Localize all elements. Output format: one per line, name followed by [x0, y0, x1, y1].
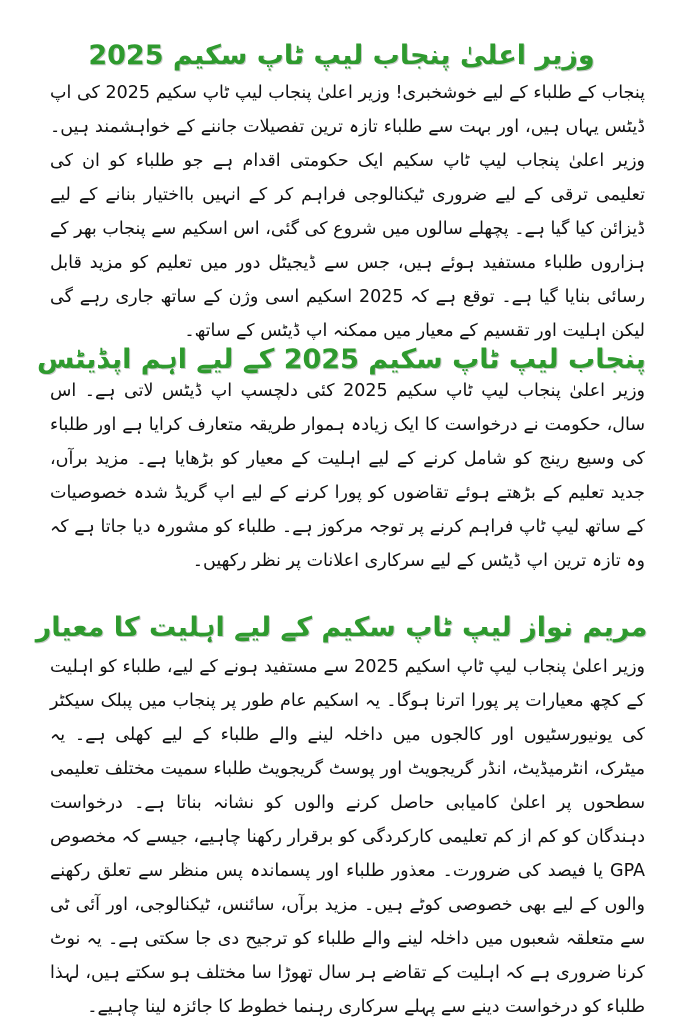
- section-heading-main: وزیر اعلیٰ پنجاب لیپ ٹاپ سکیم 2025: [88, 40, 595, 72]
- section-paragraph-updates: وزیر اعلیٰ پنجاب لیپ ٹاپ سکیم 2025 کئی دلچسپ اپ ڈیٹس لاتی ہے۔ اس سال، حکومت نے درخواست کا ایک زیادہ ہموار طریقہ متعارف کرایا ہے اور طلباء کی وسیع رینج کو شامل کرنے کے لیے اہلیت کے معیار کو بڑھایا ہے۔ مزید برآں، جدید تعلیم کے بڑھتے ہوئے تقاضوں کو پورا کرنے کے لیے اپ گریڈ شدہ خصوصیات کے ساتھ لیپ ٹاپ فراہم کرنے پر توجہ مرکوز ہے۔ طلباء کو مشورہ دیا جاتا ہے کہ وہ تازہ ترین اپ ڈیٹس کے لیے سرکاری اعلانات پر نظر رکھیں۔: [50, 381, 645, 571]
- section-paragraph-eligibility: وزیر اعلیٰ پنجاب لیپ ٹاپ اسکیم 2025 سے مستفید ہونے کے لیے، طلباء کو اہلیت کے کچھ معیارات پر پورا اترنا ہوگا۔ یہ اسکیم عام طور پر پنجاب میں پبلک سیکٹر کی یونیورسٹیوں اور کالجوں میں داخلہ لینے والے طلباء کے لیے کھلی ہے۔ یہ میٹرک، انٹرمیڈیٹ، انڈر گریجویٹ اور پوسٹ گریجویٹ طلباء سمیت مختلف تعلیمی سطحوں پر اعلیٰ کامیابی حاصل کرنے والوں کو نشانہ بناتا ہے۔ درخواست دہندگان کو کم از کم تعلیمی کارکردگی کو برقرار رکھنا چاہیے، جیسے کہ مخصوص GPA یا فیصد کی ضرورت۔ معذور طلباء اور پسماندہ پس منظر سے تعلق رکھنے والوں کے لیے بھی خصوصی کوٹے ہیں۔ مزید برآں، سائنس، ٹیکنالوجی، اور آئی ٹی سے متعلقہ شعبوں میں داخلہ لینے والے طلباء کو ترجیح دی جا سکتی ہے۔ یہ نوٹ کرنا ضروری ہے کہ اہلیت کے تقاضے ہر سال تھوڑا سا مختلف ہو سکتے ہیں، لہذا طلباء کو درخواست دینے سے پہلے سرکاری رہنما خطوط کا جائزہ لینا چاہیے۔: [50, 657, 645, 1017]
- section-heading-eligibility: مریم نواز لیپ ٹاپ سکیم کے لیے اہلیت کا معیار: [35, 612, 648, 644]
- section-heading-updates: پنجاب لیپ ٹاپ سکیم 2025 کے لیے اہم اپڈیٹس: [37, 344, 646, 376]
- section-paragraph-intro: پنجاب کے طلباء کے لیے خوشخبری! وزیر اعلیٰ پنجاب لیپ ٹاپ سکیم 2025 کی اپ ڈیٹس یہاں ہیں، اور بہت سے طلباء تازہ ترین تفصیلات جاننے کے خواہشمند ہیں۔ وزیر اعلیٰ پنجاب لیپ ٹاپ سکیم ایک حکومتی اقدام ہے جو طلباء کو ان کی تعلیمی ترقی کے لیے ضروری ٹیکنالوجی فراہم کر کے انہیں بااختیار بنانے کے لیے ڈیزائن کیا گیا ہے۔ پچھلے سالوں میں شروع کی گئی، اس اسکیم سے پنجاب بھر کے ہزاروں طلباء مستفید ہوئے ہیں، جس سے ڈیجیٹل دور میں تعلیم کو مزید قابل رسائی بنایا گیا ہے۔ توقع ہے کہ 2025 اسکیم اسی وژن کے ساتھ جاری رہے گی لیکن اہلیت اور تقسیم کے معیار میں ممکنہ اپ ڈیٹس کے ساتھ۔: [50, 83, 646, 341]
